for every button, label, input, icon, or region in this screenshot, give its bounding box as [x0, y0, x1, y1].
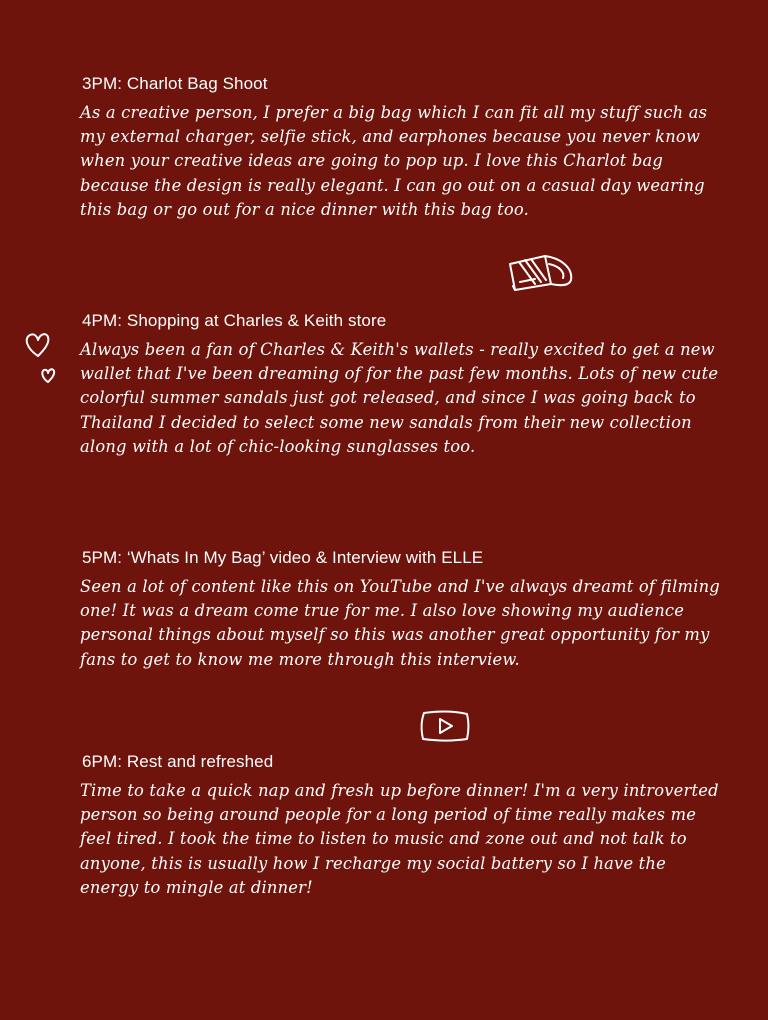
- handbag-icon: [505, 250, 579, 294]
- section-3pm: [82, 73, 722, 222]
- hearts-icon: [22, 328, 64, 386]
- section-4pm: [82, 310, 722, 459]
- section-body: Seen a lot of content like this on YouTube and I've always dreamt of filming one! It was a dream come true for me. I also love showing my audience personal things about myself so this was another great opportunity for my fans to get to know me more through this interview.: [80, 577, 720, 669]
- section-heading: 3PM: Charlot Bag Shoot: [82, 74, 268, 93]
- section-5pm: [82, 547, 722, 672]
- section-body: Always been a fan of Charles & Keith's wallets - really excited to get a new wallet that I've been dreaming of for the past few months. Lots of new cute colorful summer sandals just got released, and since I was going back to Thailand I decided to select some new sandals from their new collection along with a lot of chic-looking sunglasses too.: [80, 340, 719, 456]
- play-icon: [418, 708, 472, 744]
- section-body: As a creative person, I prefer a big bag which I can fit all my stuff such as my external charger, selfie stick, and earphones because you never know when your creative ideas are going to pop up. I love this Charlot bag because the design is really elegant. I can go out on a casual day wearing this bag or go out for a nice dinner with this bag too.: [80, 103, 708, 219]
- section-body: Time to take a quick nap and fresh up before dinner! I'm a very introverted person so being around people for a long period of time really makes me feel tired. I took the time to listen to music and zone out and not talk to anyone, this is usually how I recharge my social battery so I have the energy to mingle at dinner!: [80, 781, 719, 897]
- section-heading: 5PM: ‘Whats In My Bag’ video & Interview with ELLE: [82, 548, 484, 567]
- section-heading: 4PM: Shopping at Charles & Keith store: [82, 311, 387, 330]
- section-6pm: [82, 751, 722, 900]
- section-heading: 6PM: Rest and refreshed: [82, 752, 274, 771]
